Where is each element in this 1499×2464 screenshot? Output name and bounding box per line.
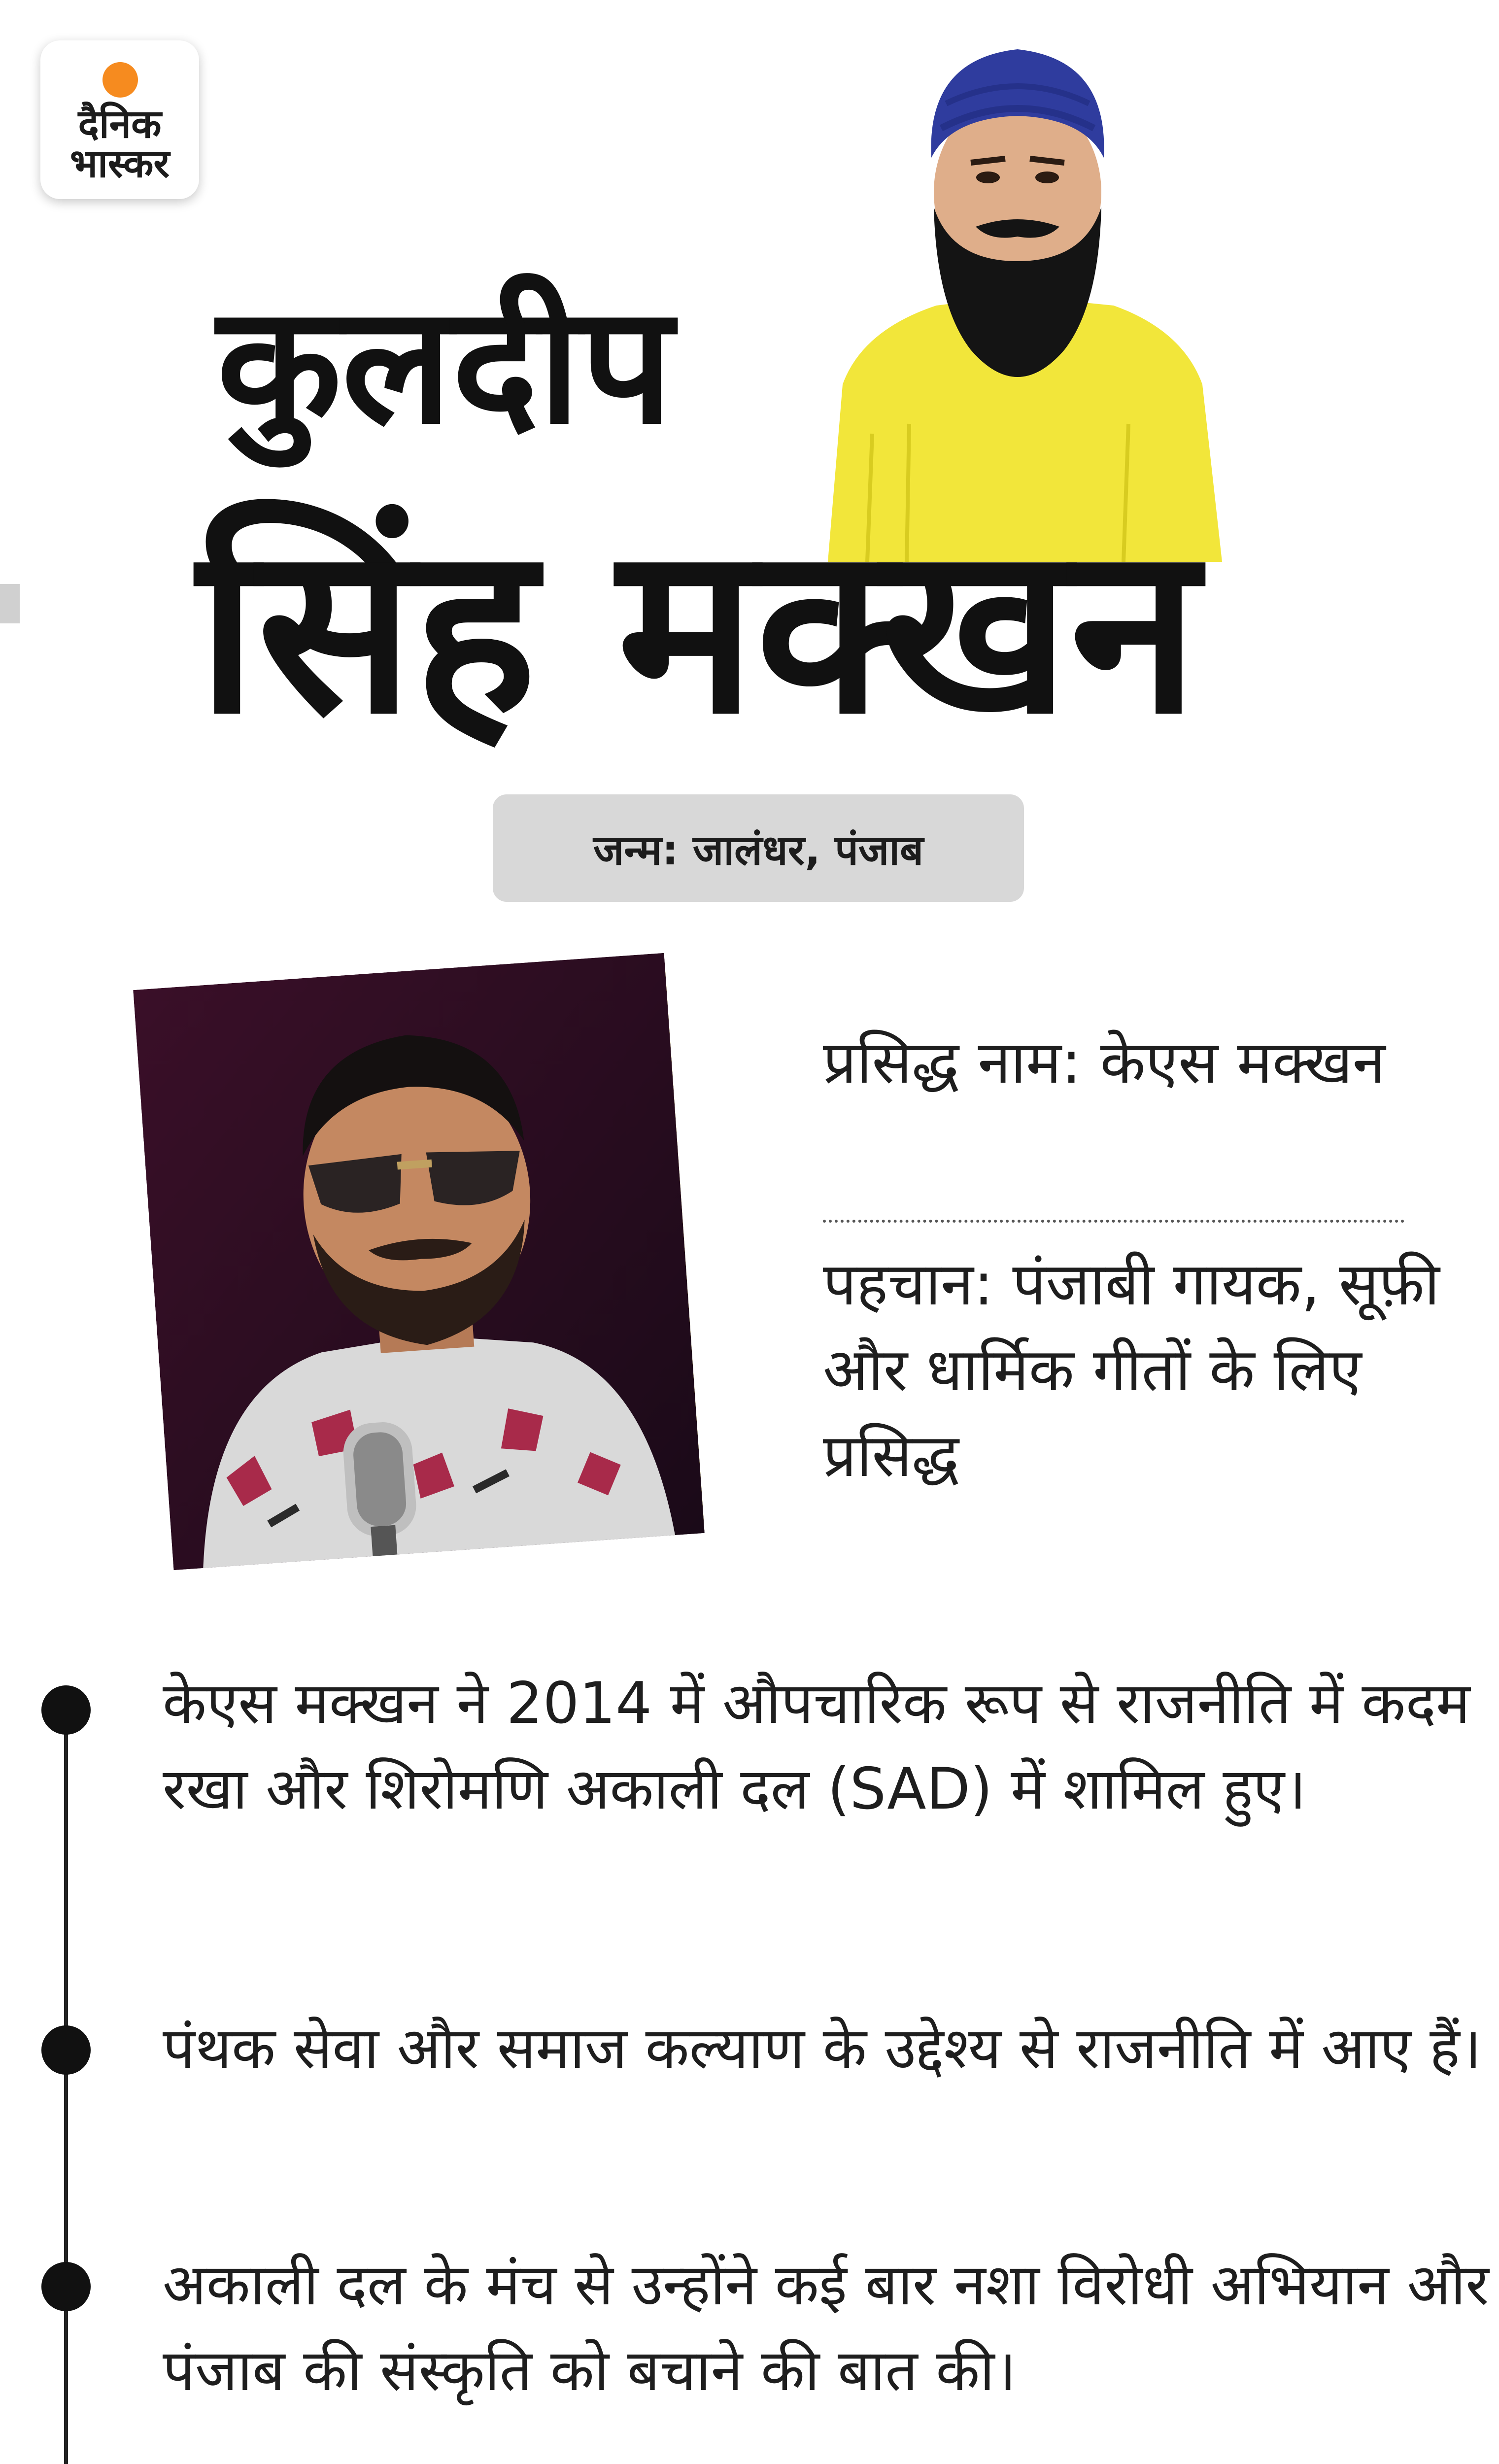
info-divider [823, 1220, 1404, 1223]
timeline-item-2: पंथक सेवा और समाज कल्याण के उद्देश्य से राजनीति में आए हैं। [163, 2015, 1482, 2082]
logo-text-line2: भास्कर [69, 140, 170, 186]
identity-text: पहचान: पंजाबी गायक, सूफ़ी और धार्मिक गीतों के लिए प्रसिद्ध [823, 1250, 1440, 1490]
logo-text-line1: दैनिक [78, 101, 162, 147]
timeline-dot-2 [41, 2025, 91, 2075]
logo-sun-icon [102, 62, 138, 98]
page-title-line1: कुलदीप [217, 271, 673, 460]
popular-name-text: प्रसिद्ध नाम: केएस मक्खन [823, 1028, 1386, 1097]
timeline-line [64, 1730, 68, 2464]
brand-logo[interactable] [40, 40, 199, 199]
page-title-line2: सिंह मक्खन [197, 495, 1199, 765]
timeline-item-3: अकाली दल के मंच से उन्होंने कई बार नशा विरोधी अभियान और पंजाब की संस्कृति को बचाने की बात की। [163, 2252, 1489, 2404]
top-portrait-image [808, 30, 1232, 562]
profile-photo-image [133, 953, 705, 1570]
edge-marker [0, 584, 20, 623]
timeline-dot-3 [41, 2262, 91, 2311]
birth-badge: जन्म: जालंधर, पंजाब [493, 794, 1024, 902]
profile-photo-frame [148, 961, 700, 1562]
timeline-dot-1 [41, 1685, 91, 1735]
timeline-item-1: केएस मक्खन ने 2014 में औपचारिक रूप से राजनीति में कदम रखा और शिरोमणि अकाली दल (SAD) में शामिल हुए। [163, 1670, 1470, 1822]
